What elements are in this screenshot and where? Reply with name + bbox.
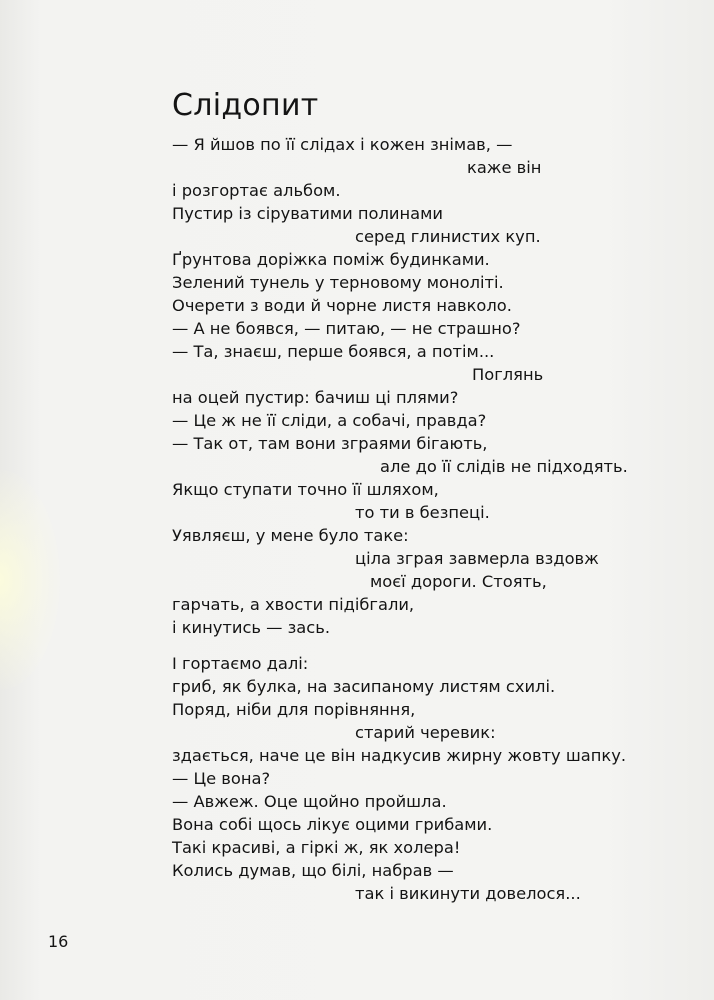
poem-line: Ґрунтова доріжка поміж будинками. (172, 250, 490, 269)
poem-line: але до її слідів не підходять. (380, 457, 628, 476)
poem-line: гриб, як булка, на засипаному листям схилі. (172, 677, 556, 696)
page-number: 16 (48, 932, 69, 951)
poem-line: — Та, знаєш, перше боявся, а потім... (172, 342, 495, 361)
poem-line: Очерети з води й чорне листя навколо. (172, 296, 512, 315)
poem-line: Пустир із сіруватими полинами (172, 204, 443, 223)
poem-line: серед глинистих куп. (355, 227, 541, 246)
poem-line: — Авжеж. Оце щойно пройшла. (172, 792, 447, 811)
poem-line: Зелений тунель у терновому моноліті. (172, 273, 504, 292)
poem-line: Вона собі щось лікує оцими грибами. (172, 815, 493, 834)
poem-line: — Це вона? (172, 769, 271, 788)
poem-line: — А не боявся, — питаю, — не страшно? (172, 319, 521, 338)
poem-line: моєї дороги. Стоять, (370, 572, 547, 591)
poem-line: І гортаємо далі: (172, 654, 309, 673)
poem-line: — Я йшов по її слідах і кожен знімав, — (172, 135, 513, 154)
poem-line: Уявляєш, у мене було таке: (172, 526, 409, 545)
poem-line: — Так от, там вони зграями бігають, (172, 434, 488, 453)
poem-line: здається, наче це він надкусив жирну жовту шапку. (172, 746, 627, 765)
poem-line: Поглянь (472, 365, 544, 384)
poem-line: то ти в безпеці. (355, 503, 490, 522)
poem-line: — Це ж не її сліди, а собачі, правда? (172, 411, 487, 430)
poem-line: Колись думав, що білі, набрав — (172, 861, 454, 880)
poem-title: Слідопит (172, 88, 319, 123)
poem-line: Такі красиві, а гіркі ж, як холера! (172, 838, 461, 857)
poem-line: старий черевик: (355, 723, 496, 742)
poem-line: ціла зграя завмерла вздовж (355, 549, 599, 568)
poem-line: і розгортає альбом. (172, 181, 341, 200)
poem-line: гарчать, а хвости підібгали, (172, 595, 415, 614)
poem-line: Якщо ступати точно її шляхом, (172, 480, 439, 499)
poem-line: каже він (467, 158, 542, 177)
poem-line: на оцей пустир: бачиш ці плями? (172, 388, 459, 407)
poem-line: і кинутись — зась. (172, 618, 330, 637)
poem-line: так і викинути довелося... (355, 884, 581, 903)
poem-line: Поряд, ніби для порівняння, (172, 700, 416, 719)
